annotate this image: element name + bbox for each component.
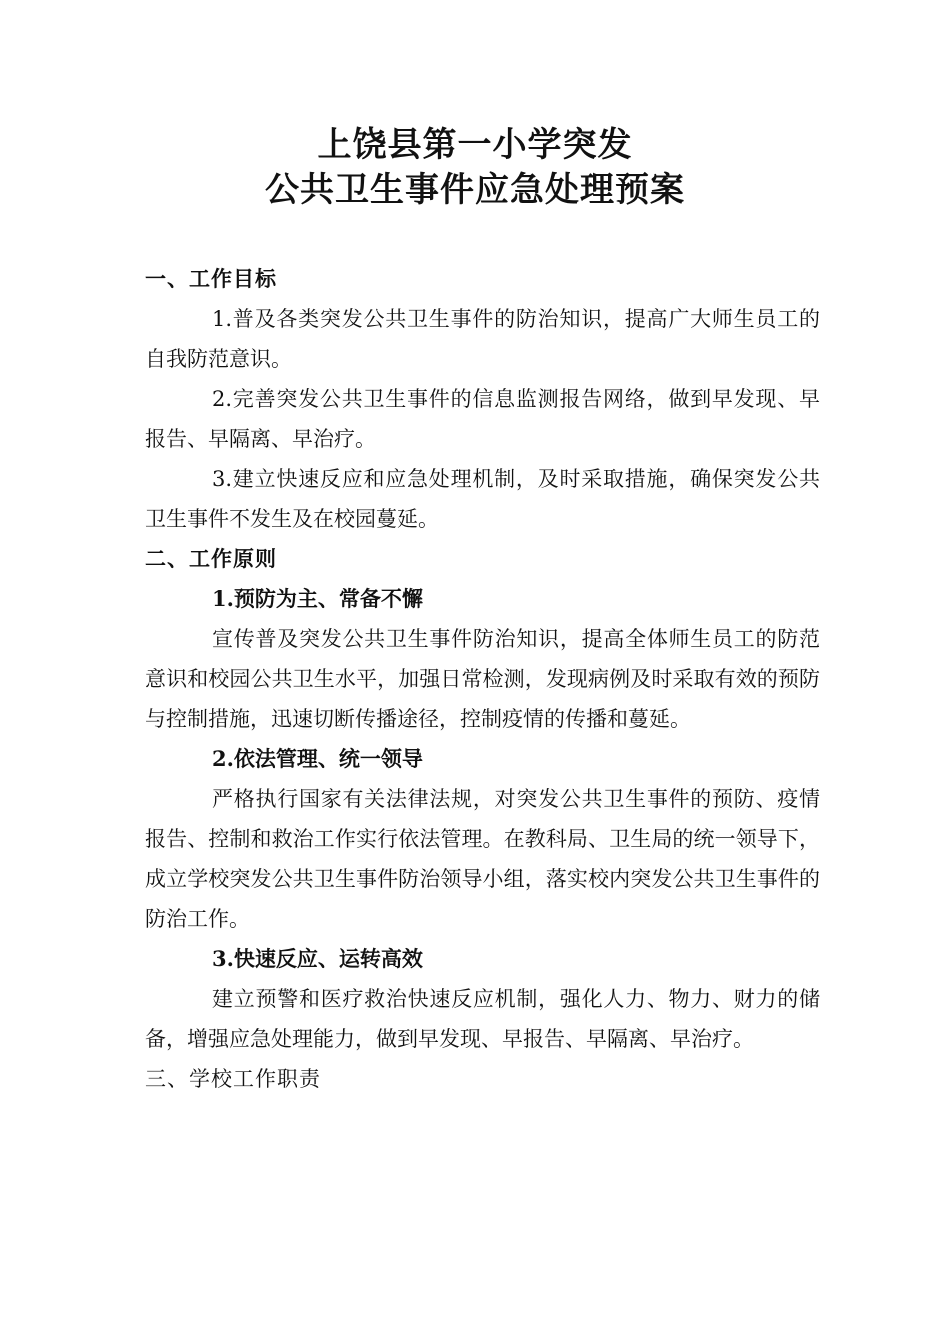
section-heading-responsibilities: 三、学校工作职责 xyxy=(145,1067,321,1091)
document-body xyxy=(145,259,820,1099)
principle-1-text: 宣传普及突发公共卫生事件防治知识，提高全体师生员工的防范意识和校园公共卫生水平，加强日常检测，发现病例及时采取有效的预防与控制措施，迅速切断传播途径，控制疫情的传播和蔓延。 xyxy=(145,627,820,731)
principle-3-title: 3.快速反应、运转高效 xyxy=(212,946,423,971)
section-heading-goals: 一、工作目标 xyxy=(145,267,277,291)
goal-item-2: 2.完善突发公共卫生事件的信息监测报告网络，做到早发现、早报告、早隔离、早治疗。 xyxy=(145,387,820,451)
document-title-line-1: 上饶县第一小学突发 xyxy=(317,125,633,165)
principle-1-title: 1.预防为主、常备不懈 xyxy=(212,586,423,611)
section-heading-principles: 二、工作原则 xyxy=(145,547,277,571)
goal-item-1: 1.普及各类突发公共卫生事件的防治知识，提高广大师生员工的自我防范意识。 xyxy=(145,307,820,371)
principle-3-text: 建立预警和医疗救治快速反应机制，强化人力、物力、财力的储备，增强应急处理能力，做到早发现、早报告、早隔离、早治疗。 xyxy=(145,987,820,1051)
document-title-line-2: 公共卫生事件应急处理预案 xyxy=(265,170,685,210)
principle-2-title: 2.依法管理、统一领导 xyxy=(212,746,423,771)
principle-2-text: 严格执行国家有关法律法规，对突发公共卫生事件的预防、疫情报告、控制和救治工作实行依法管理。在教科局、卫生局的统一领导下，成立学校突发公共卫生事件防治领导小组，落实校内突发公共卫生事件的防治工作。 xyxy=(145,787,820,931)
goal-item-3: 3.建立快速反应和应急处理机制，及时采取措施，确保突发公共卫生事件不发生及在校园蔓延。 xyxy=(145,467,820,531)
